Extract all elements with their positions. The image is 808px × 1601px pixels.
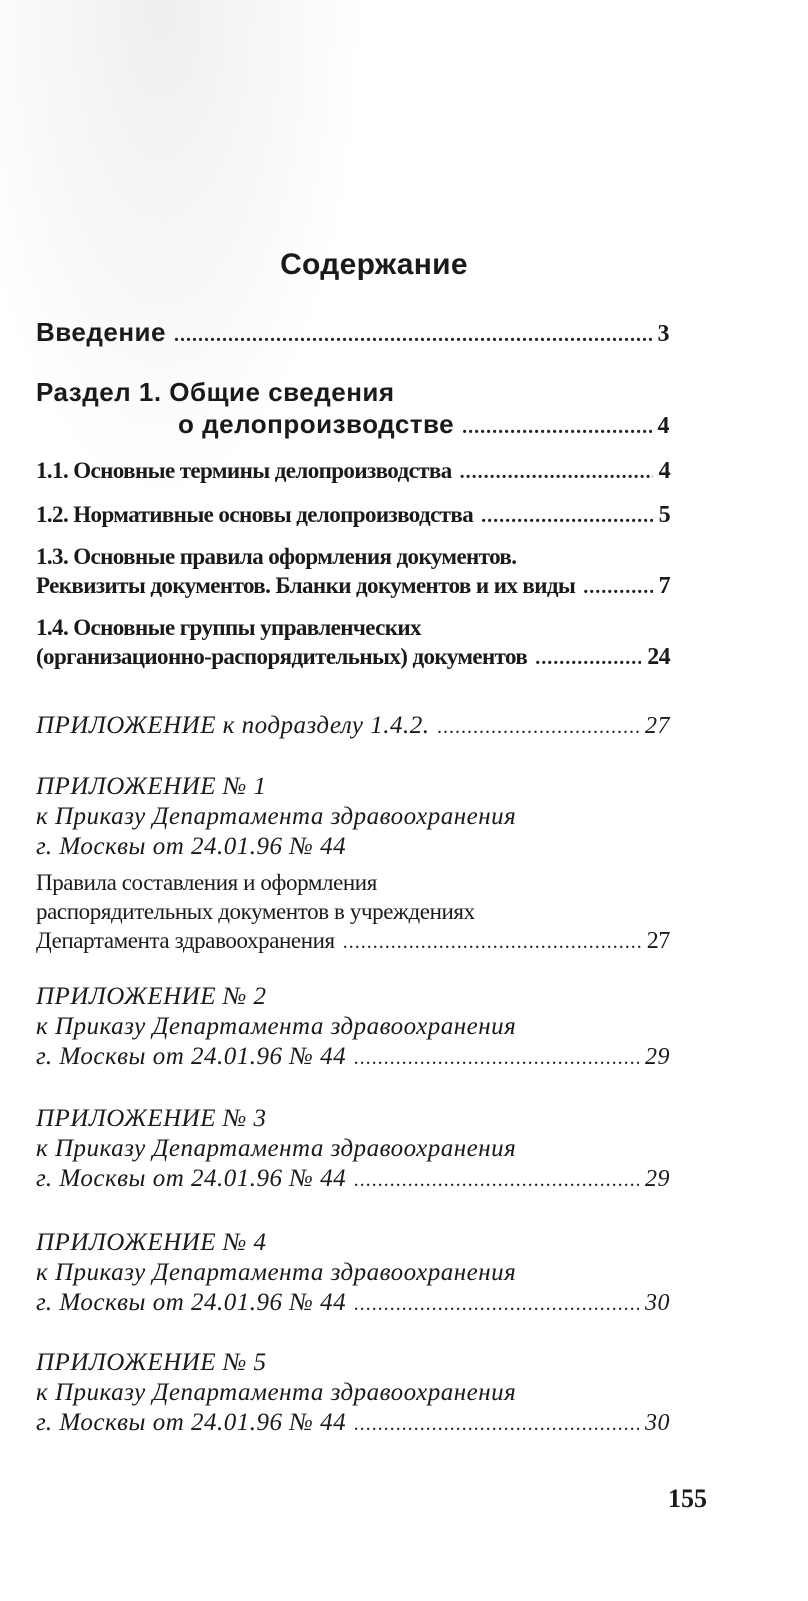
toc-page-number: 27 (645, 713, 670, 739)
appendix-order-date: г. Москвы от 24.01.96 № 44 (36, 1289, 347, 1316)
appendix-title: ПРИЛОЖЕНИЕ № 5 (36, 1349, 267, 1376)
page-number: 155 (668, 1484, 707, 1513)
toc-entry-1-1[interactable] (36, 456, 670, 487)
appendix-order-ref: к Приказу Департамента здравоохранения (36, 1379, 517, 1406)
appendix-order-date: г. Москвы от 24.01.96 № 44 (36, 1165, 347, 1192)
toc-page-number: 30 (645, 1410, 670, 1436)
toc-entry-label-cont: о делопроизводстве (178, 409, 455, 439)
dot-leader (460, 458, 653, 487)
toc-entry-label: 1.4. Основные группы управленческих (36, 615, 421, 640)
toc-entry-label: 1.1. Основные термины делопроизводства (36, 458, 452, 483)
appendix-description: Департамента здравоохранения (36, 928, 335, 953)
appendix-title: ПРИЛОЖЕНИЕ № 3 (36, 1105, 267, 1132)
toc-entry-appendix-subsection[interactable] (36, 711, 670, 742)
toc-entry-appendix-1[interactable] (36, 772, 670, 957)
appendix-title: ПРИЛОЖЕНИЕ № 4 (36, 1229, 267, 1256)
dot-leader (354, 1165, 639, 1195)
dot-leader (583, 573, 652, 602)
toc-entry-appendix-4[interactable] (36, 1228, 670, 1319)
dot-leader (438, 712, 640, 742)
toc-entry-label: 1.2. Нормативные основы делопроизводства (36, 502, 474, 527)
toc-entry-1-2[interactable] (36, 500, 670, 531)
toc-entry-appendix-5[interactable] (36, 1348, 670, 1439)
appendix-order-ref: к Приказу Департамента здравоохранения (36, 1013, 517, 1040)
toc-entry-label: 1.3. Основные правила оформления документов. (36, 544, 517, 569)
dot-leader (354, 1043, 639, 1073)
appendix-order-ref: к Приказу Департамента здравоохранения (36, 803, 517, 830)
appendix-order-date: г. Москвы от 24.01.96 № 44 (36, 833, 347, 860)
toc-page-number: 29 (645, 1044, 670, 1070)
toc-entry-appendix-3[interactable] (36, 1104, 670, 1195)
appendix-order-date: г. Москвы от 24.01.96 № 44 (36, 1409, 347, 1436)
toc-entry-label: ПРИЛОЖЕНИЕ к подразделу 1.4.2. (36, 712, 430, 739)
toc-page-number: 7 (658, 573, 670, 599)
toc-entry-1-3[interactable] (36, 542, 670, 602)
toc-page-number: 30 (645, 1290, 670, 1316)
toc-entry-label: Введение (36, 317, 166, 347)
toc-page-number: 27 (646, 928, 670, 954)
toc-entry-appendix-2[interactable] (36, 982, 670, 1073)
toc-entry-1-4[interactable] (36, 613, 670, 673)
appendix-description: Правила составления и оформления (36, 870, 377, 895)
appendix-order-ref: к Приказу Департамента здравоохранения (36, 1259, 517, 1286)
appendix-order-date: г. Москвы от 24.01.96 № 44 (36, 1043, 347, 1070)
toc-entry-intro[interactable] (36, 316, 670, 351)
toc-page-number: 4 (658, 458, 670, 484)
appendix-description: распорядительных документов в учреждениях (36, 899, 475, 924)
dot-leader (354, 1409, 639, 1439)
toc-page-number: 3 (657, 321, 670, 347)
dot-leader (174, 319, 652, 351)
dot-leader (481, 502, 652, 531)
dot-leader (343, 928, 641, 957)
toc-entry-label-cont: (организационно-распорядительных) документов (36, 644, 528, 669)
page-title: Содержание (280, 248, 468, 281)
dot-leader (354, 1289, 639, 1319)
appendix-title: ПРИЛОЖЕНИЕ № 1 (36, 773, 267, 800)
dot-leader (535, 644, 641, 673)
toc-page-number: 4 (657, 413, 670, 439)
toc-page-number: 24 (647, 644, 670, 670)
toc-page-number: 29 (645, 1166, 670, 1192)
appendix-title: ПРИЛОЖЕНИЕ № 2 (36, 983, 267, 1010)
toc-entry-label-cont: Реквизиты документов. Бланки документов и их виды (36, 573, 576, 598)
toc-entry-section-1[interactable] (36, 376, 670, 443)
toc-page-number: 5 (658, 502, 670, 528)
appendix-order-ref: к Приказу Департамента здравоохранения (36, 1135, 517, 1162)
toc-entry-label: Раздел 1. Общие сведения (36, 377, 395, 407)
dot-leader (462, 411, 651, 443)
